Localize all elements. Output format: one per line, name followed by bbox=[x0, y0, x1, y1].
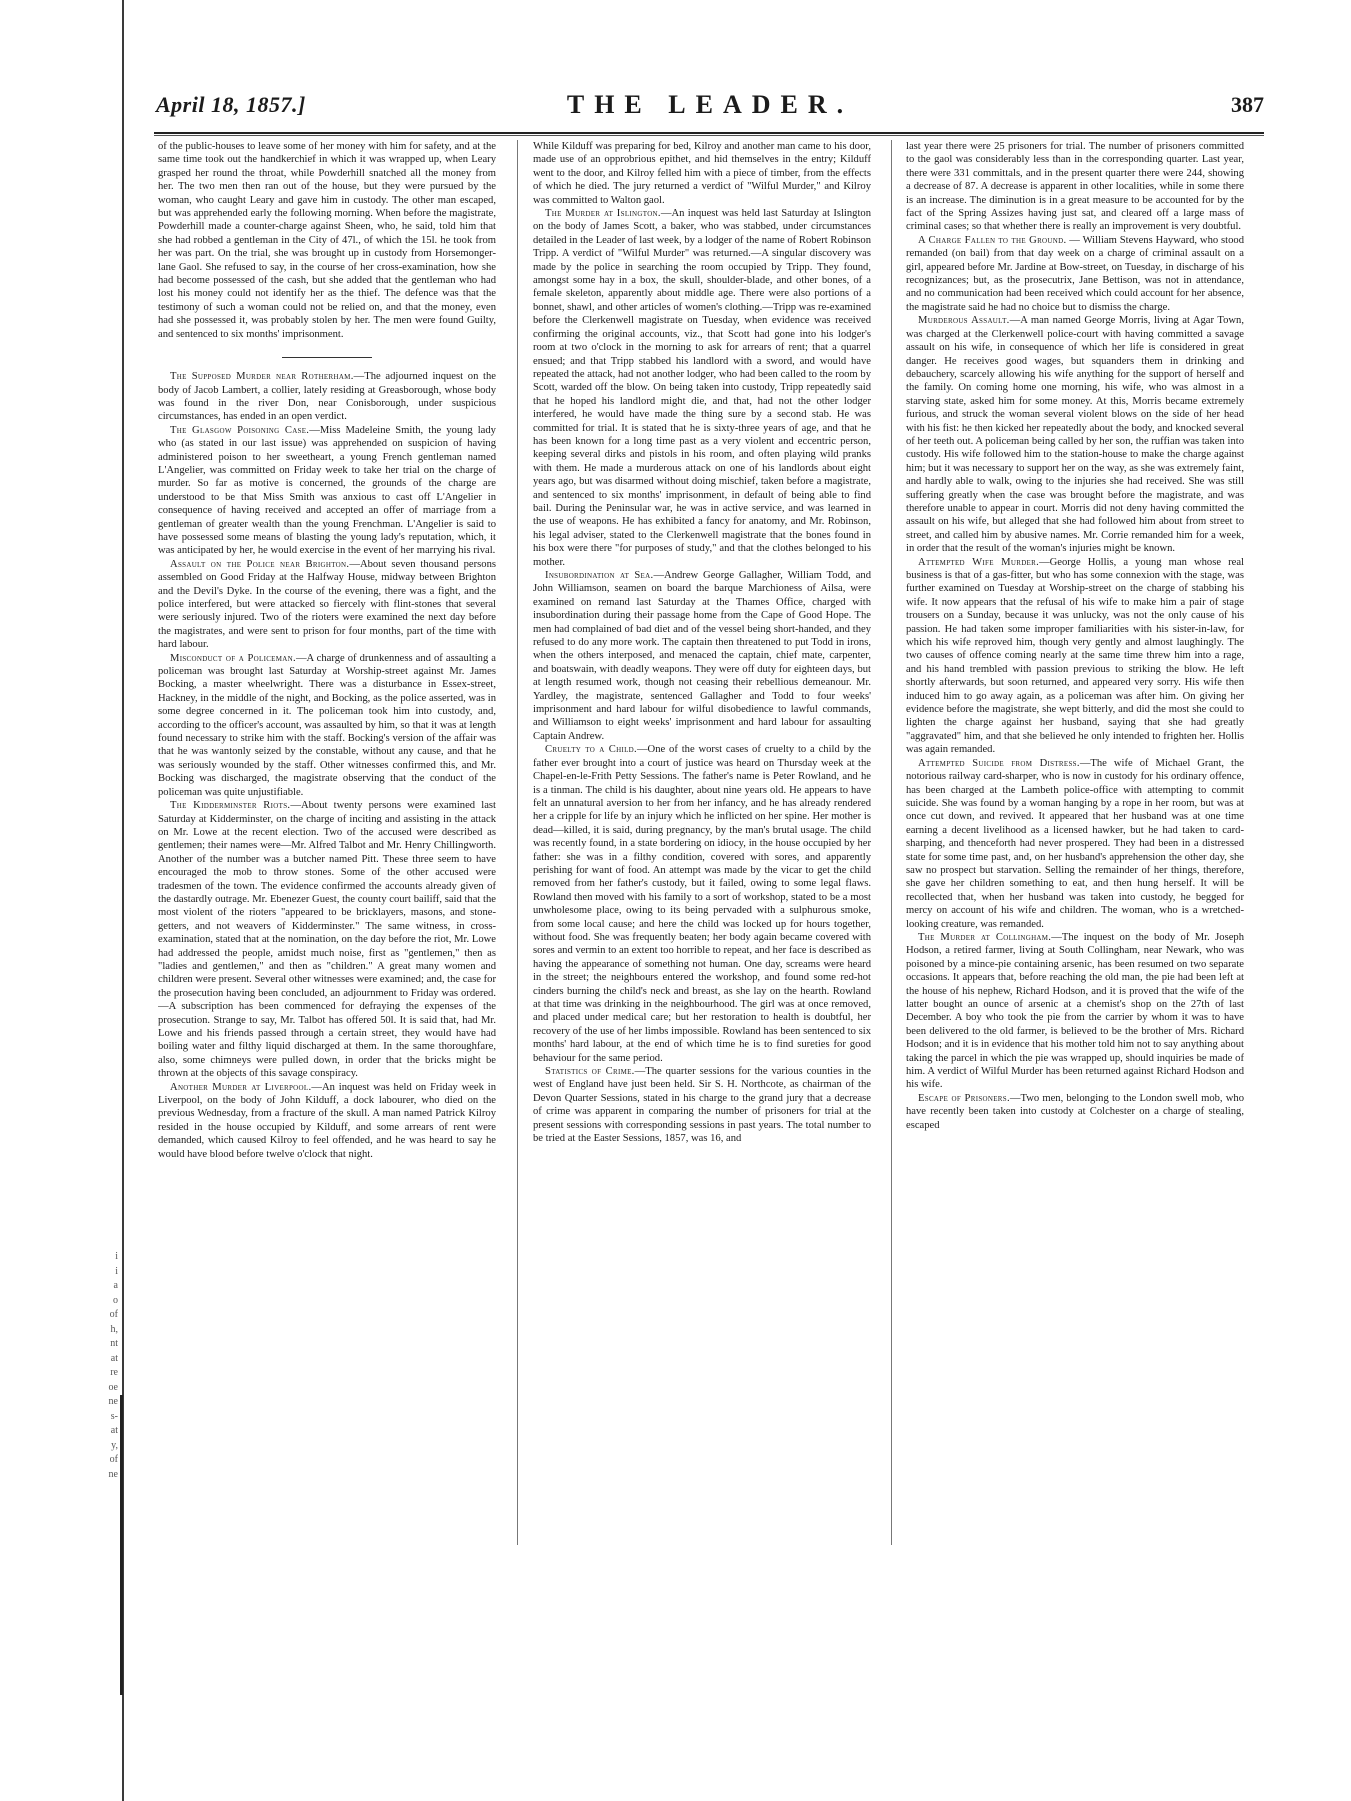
margin-fragment: at bbox=[110, 1352, 118, 1364]
article-paragraph bbox=[906, 314, 1244, 555]
article-paragraph bbox=[158, 140, 496, 341]
article-text: While Kilduff was preparing for bed, Kilroy and another man came to his door, made use of an opprobrious epithet, and hid themselves in the entry; Kilduff went to the door, and Kilroy felled him with a piece of timber, from the effects of which he died. The jury returned a verdict of "Wilful Murder," and Kilroy was committed to Walton gaol. bbox=[533, 141, 871, 206]
margin-fragment: i bbox=[115, 1251, 118, 1262]
article-paragraph bbox=[906, 931, 1244, 1092]
article-text: —About seven thousand persons assembled on Good Friday at the Halfway House, midway between Brighton and the Devil's Dyke. In the course of the evening, there was a fight, and the police interfered, but were attacked so fiercely with flint-stones that several were seriously injured. Two of the rioters were examined the next day before the magistrates, and were sent to prison for four months, part of the time with hard labour. bbox=[158, 558, 496, 651]
article-heading: The Kidderminster Riots. bbox=[170, 800, 291, 812]
margin-fragment: nt bbox=[110, 1338, 118, 1349]
article-text: —George Hollis, a young man whose real business is that of a gas-fitter, but who has some connexion with the stage, was further examined on Tuesday at Worship-street on the charge of stabbing his wife. It now appears that the refusal of his wife to make him a pair of stage trousers on a Sunday, because it was unlucky, was not the only cause of his passion. He had taken some improper familiarities with his sister-in-law, for which his wife reproved him, though very gently and almost laughingly. The two causes of offence coming nearly at the same time threw him into a rage, and his hand trembled with passion previous to striking the blow. He left shortly afterwards, but soon returned, and appeared very sorry. His wife then induced him to go away again, as a policeman was after him. On giving her evidence before the magistrate, she wept bitterly, and did the most she could to lighten the charge against her husband, saying that she had greatly "aggravated" him, and that she believed he only intended to frighten her. Hollis was again remanded. bbox=[906, 556, 1244, 756]
margin-fragment: s- bbox=[110, 1410, 118, 1422]
margin-fragment: re bbox=[110, 1367, 118, 1378]
article-text: —Miss Madeleine Smith, the young lady who (as stated in our last issue) was apprehended on suspicion of having administered poison to her sweetheart, a young French gentleman named L'Angelier, was committed on Friday week to take her trial on the charge of murder. So far as motive is concerned, the grounds of the charge are understood to be that Miss Smith was anxious to cast off L'Angelier in consequence of having received and accepted an offer of marriage from a gentleman of greater wealth than the young Frenchman. L'Angelier is said to have possessed some means of blasting the young lady's reputation, which, it was anticipated by her, he would exercise in the event of her marrying his rival. bbox=[158, 424, 496, 557]
newspaper-title: THE LEADER. bbox=[566, 90, 854, 119]
article-heading: Another Murder at Liverpool. bbox=[170, 1081, 312, 1093]
article-paragraph bbox=[533, 140, 871, 207]
article-paragraph bbox=[906, 757, 1244, 931]
margin-fragment: h, bbox=[110, 1323, 118, 1335]
article-heading: Murderous Assault. bbox=[918, 315, 1010, 327]
margin-fragment: o bbox=[113, 1294, 118, 1306]
margin-fragment: of bbox=[109, 1309, 118, 1320]
article-paragraph bbox=[533, 207, 871, 569]
header-rule-thin bbox=[154, 135, 1264, 136]
article-text: —A man named George Morris, living at Agar Town, was charged at the Clerkenwell police-court with having committed a savage assault on his wife, in consequence of which her life is considered in great danger. He receives good wages, but squanders them in drinking and debauchery, scarcely allowing his wife anything for the support of herself and the family. On coming home one morning, his wife, who was almost in a starving state, asked him for some money. At this, Morris became extremely furious, and struck the woman several violent blows on the side of her head with his fist: he then kicked her repeatedly about the body, and knocked several of her teeth out. A policeman being called by her son, the ruffian was taken into custody. His wife followed him to the station-house to make the charge against him; but it was necessary to support her on the way, as she was extremely faint, and hardly able to walk, owing to the injuries she had received. She was still suffering greatly when the case was brought before the magistrate, and was therefore unable to appear in court. Morris did not deny having committed the assault on his wife, but alleged that she had followed him about from street to street, and called him by abusive names. Mr. Corrie remanded him for a week, in order that the result of the woman's injuries might be known. bbox=[906, 315, 1244, 555]
margin-fragment: y, bbox=[111, 1439, 118, 1451]
page-header bbox=[150, 86, 1270, 130]
article-text: — William Stevens Hayward, who stood remanded (on bail) from that day week on a charge of criminal assault on a girl, appeared before Mr. Jardine at Bow-street, on Tuesday, in discharge of his recognizances; but, as the prosecutrix, Jane Bettison, was not in attendance, and no communication had been received which could account for her absence, the magistrate said he had no choice but to dismiss the charge. bbox=[906, 234, 1244, 313]
article-heading: Cruelty to a Child. bbox=[545, 744, 637, 756]
article-paragraph bbox=[158, 652, 496, 799]
article-paragraph bbox=[533, 743, 871, 1065]
issue-date: April 18, 1857.] bbox=[156, 92, 306, 117]
article-text: —One of the worst cases of cruelty to a child by the father ever brought into a court of justice was heard on Thursday week at the Chapel-en-le-Frith Petty Sessions. The father's name is Peter Rowland, and he is a tinman. The child is his daughter, about nine years old. He appears to have felt an unnatural aversion to her from her infancy, and he has already rendered her a cripple for life by an injury which he inflicted on her spine. Her mother is dead—killed, it is said, during pregnancy, by the man's brutal usage. The child was recently found, in a state bordering on idiocy, in the house occupied by her father: she was in a filthy condition, covered with sores, and apparently perishing for want of food. An attempt was made by the vicar to get the child removed from her father's custody, but it failed, owing to some legal flaws. Rowland then moved with his family to a sort of workshop, stated to be a most unwholesome place, owing to its being pervaded with a sulphurous smoke, from some local cause; and here the child was locked up for hours together, without food. She was frequently beaten; her body again became covered with sores and vermin to an extent too horrible to repeat, and her face is described as having the appearance of something not human. One day, screams were heard in the street; the neighbours entered the workshop, and found some red-hot cinders burning the child's neck and breast, as she lay on the hearth. Rowland at that time was drinking in the neighbourhood. The girl was at once removed, and placed under medical care; but her restoration to health is doubtful, her recovery of the use of her limbs impossible. Rowland has been sentenced to six months' hard labour, at the end of which time he is to find sureties for good behaviour for the same period. bbox=[533, 744, 871, 1064]
page-binding-edge-lower bbox=[120, 1395, 123, 1695]
article-paragraph bbox=[158, 558, 496, 652]
article-heading: Statistics of Crime. bbox=[545, 1066, 635, 1078]
article-text: —The quarter sessions for the various counties in the west of England have just been held. Sir S. H. Northcote, as chairman of the Devon Quarter Sessions, stated in his charge to the grand jury that a decrease of crime was apparent in comparing the number of prisoners for trial at the present sessions with corresponding sessions in past years. The total number to be tried at the Easter Sessions, 1857, was 16, and bbox=[533, 1066, 871, 1145]
article-text: —Two men, belonging to the London swell mob, who have recently been taken into custody at Colchester on a charge of stealing, escaped bbox=[906, 1092, 1244, 1131]
article-text: —The wife of Michael Grant, the notorious railway card-sharper, who is now in custody for his ordinary offence, has been charged at the Lambeth police-office with attempting to commit suicide. She was found by a woman hanging by a rope in her room, but was at once cut down, and revived. It appeared that her husband was at one time earning a decent livelihood as a licensed hawker, but he had taken to card-sharping, and thenceforth had never prospered. They had been in a distressed state for some time past, and, on her husband's apprehension the other day, she saw no prospect but starvation. Selling the remainder of her things, therefore, she gave her children something to eat, and then hung herself. It will be recollected that, when her husband was taken into custody, he begged for mercy on account of his wife and children. The woman, who is a wretched-looking creature, was remanded. bbox=[906, 757, 1244, 930]
article-paragraph bbox=[533, 569, 871, 743]
margin-fragment: at bbox=[110, 1425, 118, 1436]
article-text: —An inquest was held on Friday week in Liverpool, on the body of John Kilduff, a dock labourer, who died on the previous Wednesday, from a fracture of the skull. A man named Patrick Kilroy resided in the house occupied by Kilduff, and some arrears of rent were demanded, which caused Kilroy to feel offended, and he was heard to say he would have blood before twelve o'clock that night. bbox=[158, 1081, 496, 1160]
column-1 bbox=[158, 140, 496, 1545]
margin-fragment: i bbox=[115, 1265, 118, 1277]
article-heading: Attempted Suicide from Distress. bbox=[918, 757, 1080, 769]
article-paragraph bbox=[158, 799, 496, 1081]
article-paragraph bbox=[906, 234, 1244, 314]
article-heading: Insubordination at Sea. bbox=[545, 570, 654, 581]
margin-fragment: oe bbox=[108, 1381, 118, 1393]
column-divider-1 bbox=[517, 140, 518, 1545]
article-text: —A charge of drunkenness and of assaulting a policeman was brought last Saturday at Worship-street against Mr. James Bocking, a master wheelwright. There was a disturbance in Essex-street, Hackney, in the middle of the night, and Bocking, as the police asserted, was in some degree concerned in it. The policeman took him into custody, and, according to the officer's account, was assaulted by him, so that it was at length found necessary to strike him with the staff. Bocking's version of the affair was that he was wantonly seized by the constable, without any cause, and that he was seriously wounded by the staff. Other witnesses confirmed this, and Mr. Bocking was discharged, the magistrate observing that the conduct of the policeman was quite unjustifiable. bbox=[158, 652, 496, 798]
article-text: of the public-houses to leave some of her money with him for safety, and at the same time took out the handkerchief in which it was wrapped up, when Leary grasped her round the throat, while Powderhill snatched all the money from her. The two men then ran out of the house, but they were pursued by the woman, who caught Leary and gave him in custody. The other man escaped, but was apprehended early the following morning. When before the magistrate, Powderhill made a counter-charge against Sheen, who, he said, told him that she had robbed a gentleman in the City of 47l., of which the 15l. he took from her was part. On the trial, she was brought up in custody from Horsemonger-lane Gaol. She refused to say, in the course of her cross-examination, how she had become possessed of the cash, but she added that the gentleman who had lost his money could not identify her as the thief. The defence was that the testimony of such a woman could not be relied on, and that the money, even had she possessed it, was probably stolen by her. The men were found Guilty, and sentenced to six months' imprisonment. bbox=[158, 141, 496, 340]
article-heading: The Supposed Murder near Rotherham. bbox=[170, 371, 354, 383]
margin-fragment: of bbox=[109, 1454, 118, 1465]
article-heading: Assault on the Police near Brighton. bbox=[170, 558, 350, 570]
article-paragraph bbox=[533, 1065, 871, 1145]
column-3 bbox=[906, 140, 1244, 1545]
article-heading: The Murder at Collingham. bbox=[918, 931, 1052, 943]
article-text: —About twenty persons were examined last Saturday at Kidderminster, on the charge of inciting and assisting in the attack on Mr. Lowe at the recent election. Two of the accused were described as gentlemen; their names were—Mr. Alfred Talbot and Mr. Henry Chillingworth. Another of the number was a butcher named Pitt. These three seem to have encouraged the mob to throw stones. Some of the other accused were tradesmen of the town. The evidence confirmed the accounts already given of the dastardly outrage. Mr. Ebenezer Guest, the county court bailiff, said that the most violent of the rioters "appeared to be bricklayers, masons, and stone-getters, and not weavers of Kidderminster." The same witness, in cross-examination, stated that at the nomination, on the day before the riot, Mr. Lowe had addressed the people, amidst much noise, first as "gentlemen," then as "ladies and gentlemen," and then as "children." A great many women and children were present. Several other witnesses were examined; and, the case for the prosecution having been concluded, an adjournment to Friday was ordered.—A subscription has been commenced for defraying the expenses of the prosecution. Strange to say, Mr. Talbot has offered 50l. It is said that, had Mr. Lowe and his friends passed through a certain street, they would have had boiling water and filthy liquid discharged at them. In the same thoroughfare, also, some chimneys were pulled down, in order that the bricks might be thrown at the objects of this savage conspiracy. bbox=[158, 800, 496, 1080]
header-rule bbox=[154, 132, 1264, 134]
article-paragraph bbox=[906, 140, 1244, 234]
section-separator bbox=[282, 357, 372, 358]
article-text: last year there were 25 prisoners for trial. The number of prisoners committed to the gaol was considerably less than in the corresponding quarter. Last year, there were 331 committals, and in the present quarter there were 244, showing a decrease of 87. A decrease is apparent in other localities, while in some there is an increase. The diminution is in a great measure to be accounted for by the fact of the Spring Assizes having just sat, and cleared off a large mass of criminal cases; so that whether there is really an improvement is very doubtful. bbox=[906, 141, 1244, 233]
article-heading: Misconduct of a Policeman. bbox=[170, 652, 296, 664]
page-number: 387 bbox=[1231, 92, 1264, 117]
article-paragraph bbox=[906, 1092, 1244, 1132]
article-text: —Andrew George Gallagher, William Todd, and John Williamson, seamen on board the barque Marchioness of Ailsa, were examined on remand last Saturday at the Thames Office, charged with insubordination during their passage home from the Cape of Good Hope. The men had complained of bad diet and of the vessel being short-handed, and they refused to do any more work. The captain then threatened to put Todd in irons, when the others interposed, and menaced the captain, chief mate, carpenter, and boatswain, with deadly weapons. They were off duty for eighteen days, but at length resumed work, though not ceasing their rebellious demeanour. Mr. Yardley, the magistrate, sentenced Gallagher and Todd to four weeks' imprisonment and hard labour for wilful disobedience to lawful commands, and Williamson to eight weeks' imprisonment and hard labour for assaulting Captain Andrew. bbox=[533, 570, 871, 742]
article-heading: The Glasgow Poisoning Case. bbox=[170, 424, 310, 436]
margin-fragment: ne bbox=[108, 1468, 118, 1480]
column-2 bbox=[533, 140, 871, 1545]
article-paragraph bbox=[906, 556, 1244, 757]
article-heading: A Charge Fallen to the Ground. bbox=[918, 234, 1067, 246]
article-heading: The Murder at Islington. bbox=[545, 208, 661, 220]
margin-fragment: ne bbox=[108, 1396, 118, 1407]
article-text: —The adjourned inquest on the body of Jacob Lambert, a collier, lately residing at Greasborough, whose body was found in the river Don, near Conisborough, under suspicious circumstances, has ended in an open verdict. bbox=[158, 371, 496, 423]
margin-fragment: a bbox=[113, 1280, 118, 1291]
column-divider-2 bbox=[891, 140, 892, 1545]
article-text: —The inquest on the body of Mr. Joseph Hodson, a retired farmer, living at South Collingham, near Newark, who was poisoned by a mince-pie containing arsenic, has been resumed on two separate occasions. It appears that, before reaching the old man, the pie had been left at the house of his nephew, Richard Hodson, and it is proved that the wife of the latter bought an ounce of arsenic at a chemist's shop on the 27th of last December. A boy who took the pie from the carrier by whom it was to have been delivered to the old farmer, is believed to be the brother of Mrs. Richard Hodson; and it is in evidence that his mother told him not to say anything about taking the parcel in which the pie was wrapped up, should inquiries be made of him. A verdict of Wilful Murder has been returned against Richard Hodson and his wife. bbox=[906, 931, 1244, 1091]
article-text: —An inquest was held last Saturday at Islington on the body of James Scott, a baker, who was stabbed, under circumstances detailed in the Leader of last week, by a lodger of the name of Robert Robinson Tripp. A verdict of "Wilful Murder" was returned.—A singular discovery was made by the police in searching the room occupied by Tripp. They found, amongst some hay in a box, the skull, shoulder-blade, and other bones, of a female skeleton, apparently about middle age. There were also portions of a bonnet, shawl, and other articles of women's clothing.—Tripp was re-examined before the Clerkenwell magistrate on Tuesday, when evidence was received confirming the original accounts, viz., that Scott had gone into his lodger's room at two o'clock in the morning to ask for arrears of rent; that a quarrel ensued; and that Tripp stabbed his landlord with a sword, and would have repeated the attack, had not another lodger, who had been called to the room by Scott, warded off the blow. On being taken into custody, Tripp repeatedly said that he hoped his landlord might die, and that, had not the other lodger interfered, he would have made the thing sure by a second stab. He was committed for trial. It is stated that he is sixty-three years of age, and that he has been known for a long time past as a very violent and eccentric person, keeping several dirks and pistols in his room, and often playing wild pranks with them. He made a murderous attack on one of his landlords about eight years ago, but was disarmed without doing mischief, taken before a magistrate, and sentenced to six months' imprisonment, in default of being able to find bail. During the Peninsular war, he was in active service, and was learned in the use of weapons. He has exhibited a fancy for anatomy, and Mr. Robinson, his legal adviser, stated to the Clerkenwell magistrate that the bones found in his box were there "for purposes of study," and that the clothes belonged to his mother. bbox=[533, 208, 871, 568]
article-paragraph bbox=[158, 424, 496, 558]
article-paragraph bbox=[158, 370, 496, 424]
article-paragraph bbox=[158, 1081, 496, 1161]
margin-fragments bbox=[48, 1250, 118, 1482]
article-heading: Escape of Prisoners. bbox=[918, 1092, 1010, 1104]
article-heading: Attempted Wife Murder. bbox=[918, 556, 1040, 568]
